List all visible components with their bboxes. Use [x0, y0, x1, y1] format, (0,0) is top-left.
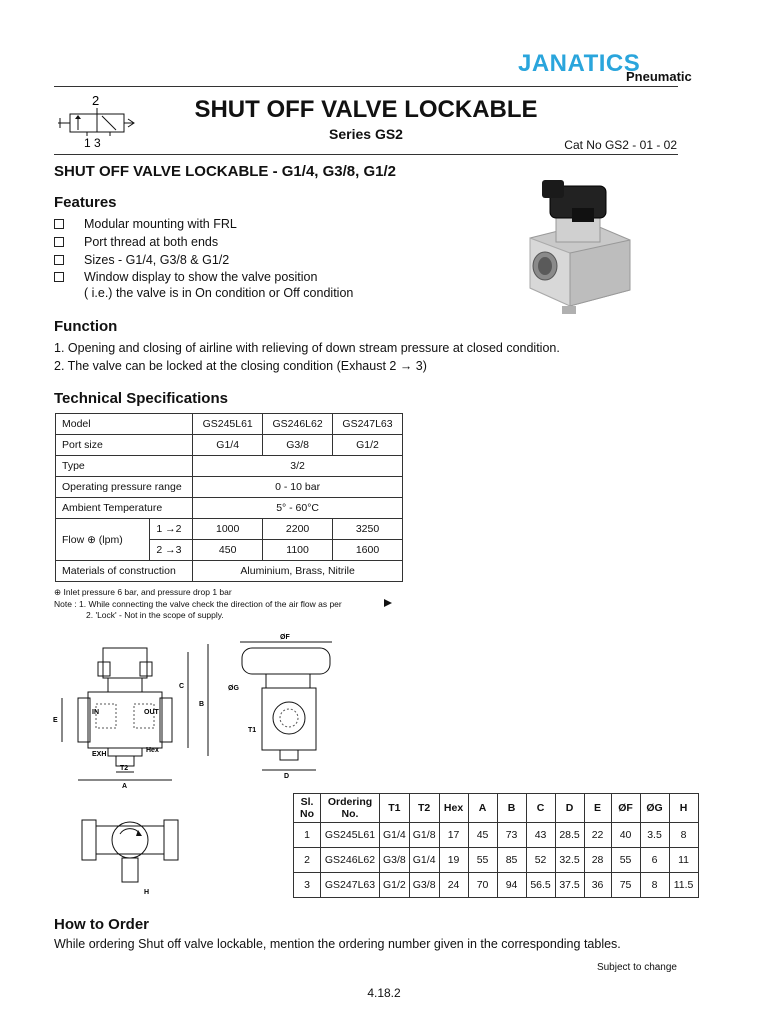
- series-label: Series GS2: [329, 126, 403, 142]
- side-view-drawing: [222, 632, 342, 780]
- table-row: Model GS245L61 GS246L62 GS247L63: [56, 414, 403, 435]
- table-row: 3 GS247L63 G1/2 G3/8 24 70 94 56.5 37.5 36 75 8 11.5: [294, 873, 699, 898]
- product-subheading: SHUT OFF VALVE LOCKABLE - G1/4, G3/8, G1/2: [54, 163, 396, 180]
- function-heading: Function: [54, 318, 118, 335]
- label-hex: Hex: [146, 747, 159, 754]
- table-header-row: Sl. No Ordering No. T1 T2 Hex A B C D E ØF ØG H: [294, 794, 699, 823]
- function-item-1: 1. Opening and closing of airline with relieving of down stream pressure at closed condition.: [54, 341, 560, 355]
- table-row: Materials of construction Aluminium, Brass, Nitrile: [56, 561, 403, 582]
- feature-item: Window display to show the valve position: [54, 270, 317, 284]
- table-row: 1 GS245L61 G1/4 G1/8 17 45 73 43 28.5 22 40 3.5 8: [294, 823, 699, 848]
- footnote: ⊕ Inlet pressure 6 bar, and pressure drop 1 bar: [54, 587, 232, 597]
- label-b: B: [199, 701, 205, 708]
- features-heading: Features: [54, 194, 117, 211]
- feature-item: Sizes - G1/4, G3/8 & G1/2: [54, 253, 229, 267]
- feature-item: Modular mounting with FRL: [54, 217, 237, 231]
- label-og: ØG: [228, 685, 239, 692]
- front-view-drawing: [48, 632, 220, 792]
- table-row: 2 →3 450 1100 1600: [56, 540, 403, 561]
- page-number: 4.18.2: [367, 986, 401, 1000]
- checkbox-icon: [54, 255, 64, 265]
- label-exh: EXH: [92, 751, 107, 758]
- label-t2: T2: [120, 765, 129, 772]
- note-2: 2. 'Lock' - Not in the scope of supply.: [86, 610, 224, 620]
- header-divider: [54, 86, 678, 87]
- label-out: OUT: [144, 709, 159, 716]
- table-row: Ambient Temperature 5° - 60°C: [56, 498, 403, 519]
- label-d: D: [284, 773, 290, 780]
- table-row: Type 3/2: [56, 456, 403, 477]
- checkbox-icon: [54, 272, 64, 282]
- how-to-order-heading: How to Order: [54, 916, 150, 933]
- label-in: IN: [92, 709, 99, 716]
- label-of: ØF: [280, 634, 290, 641]
- title-divider: [54, 154, 678, 155]
- label-e: E: [53, 717, 58, 724]
- table-row: 2 GS246L62 G3/8 G1/4 19 55 85 52 32.5 28 55 6 11: [294, 848, 699, 873]
- function-item-2: 2. The valve can be locked at the closing condition (Exhaust 2 → 3): [54, 359, 427, 373]
- label-t1: T1: [248, 727, 257, 734]
- table-row: Port size G1/4 G3/8 G1/2: [56, 435, 403, 456]
- top-view-drawing: [76, 800, 186, 900]
- checkbox-icon: [54, 237, 64, 247]
- feature-item: Port thread at both ends: [54, 235, 218, 249]
- dimensions-table: [293, 793, 699, 898]
- label-a: A: [122, 783, 128, 790]
- how-to-order-text: While ordering Shut off valve lockable, mention the ordering number given in the corresponding tables.: [54, 937, 621, 951]
- symbol-port-top: 2: [92, 93, 100, 108]
- brand-subtitle: Pneumatic: [626, 69, 692, 84]
- symbol-port-bottom: 1 3: [84, 136, 101, 148]
- table-row: Flow ⊕ (lpm) 1 →2 1000 2200 3250: [56, 519, 403, 540]
- tech-spec-table: [55, 413, 403, 582]
- flow-direction-icon: [383, 598, 393, 608]
- label-c: C: [179, 683, 185, 690]
- catalog-number: Cat No GS2 - 01 - 02: [564, 138, 677, 152]
- note-1: Note : 1. While connecting the valve check the direction of the air flow as per: [54, 599, 342, 609]
- label-h: H: [144, 889, 150, 896]
- product-photo: [512, 178, 642, 318]
- table-row: Operating pressure range 0 - 10 bar: [56, 477, 403, 498]
- subject-to-change: Subject to change: [596, 962, 677, 973]
- feature-item-continued: ( i.e.) the valve is in On condition or Off condition: [84, 286, 354, 300]
- tech-spec-heading: Technical Specifications: [54, 390, 228, 407]
- page-title: SHUT OFF VALVE LOCKABLE: [194, 96, 538, 123]
- brand-logo: JANATICS: [518, 50, 641, 77]
- checkbox-icon: [54, 219, 64, 229]
